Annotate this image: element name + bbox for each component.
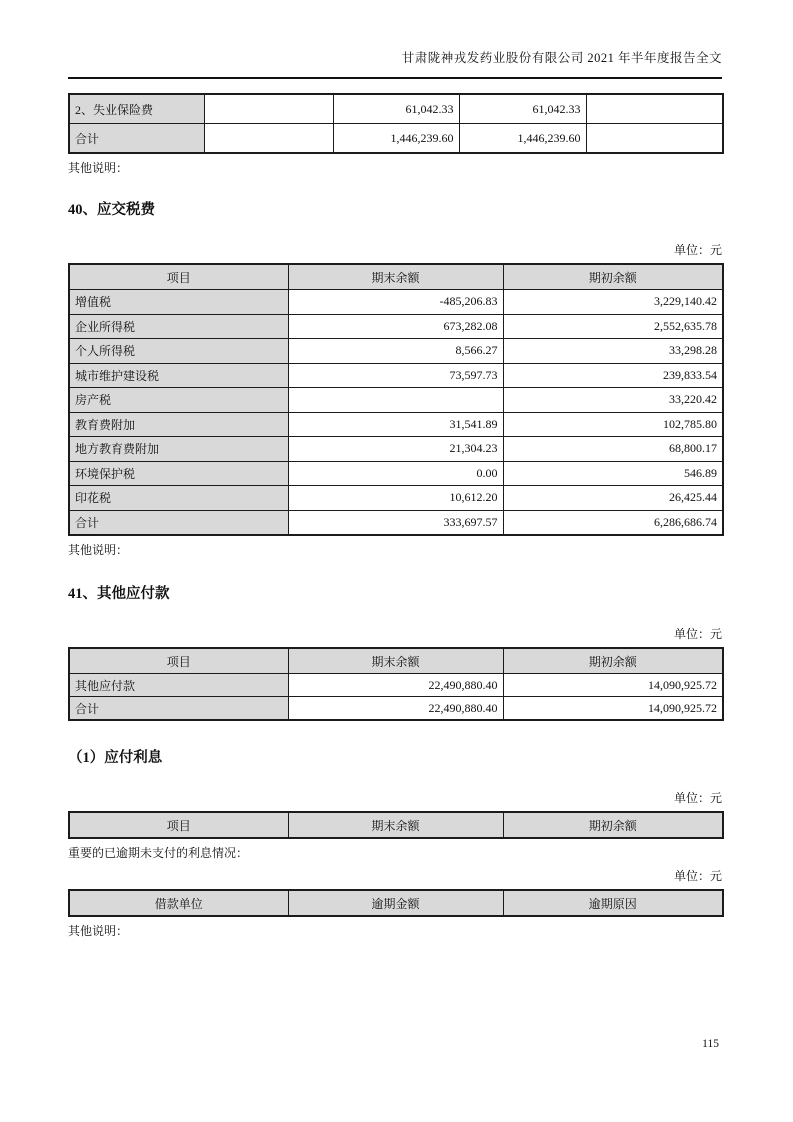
other-note-label: 其他说明：: [68, 543, 129, 557]
table-row: [69, 697, 723, 721]
section-41-heading: 41、其他应付款: [68, 586, 170, 602]
beginning-balance-cell: 26,425.44: [503, 486, 723, 511]
ending-balance-cell: 22,490,880.40: [288, 697, 503, 721]
item-cell: 个人所得税: [69, 339, 288, 364]
taxes-payable-table: [68, 263, 724, 536]
table-row: [69, 339, 723, 364]
document-header-title: 甘肃陇神戎发药业股份有限公司 2021 年半年度报告全文: [401, 51, 722, 65]
item-cell: 印花税: [69, 486, 288, 511]
beginning-balance-cell: 33,220.42: [503, 388, 723, 413]
table-row: [69, 124, 723, 154]
item-cell: 环境保护税: [69, 461, 288, 486]
beginning-balance-cell: 14,090,925.72: [503, 674, 723, 697]
ending-balance-cell: 10,612.20: [288, 486, 503, 511]
empty-cell: [204, 124, 333, 154]
beginning-balance-cell: 6,286,686.74: [503, 510, 723, 535]
item-cell: 教育费附加: [69, 412, 288, 437]
page-number: 115: [702, 1038, 719, 1050]
row-label-cell: 合计: [69, 124, 204, 154]
column-header-ending: 期末余额: [288, 812, 503, 838]
unit-label: 单位：元: [673, 869, 722, 883]
insurance-fragment-table: [68, 93, 724, 154]
column-header-ending: 期末余额: [288, 648, 503, 674]
table-header-row: [69, 648, 723, 674]
table-row: [69, 363, 723, 388]
beginning-balance-cell: 2,552,635.78: [503, 314, 723, 339]
beginning-balance-cell: 33,298.28: [503, 339, 723, 364]
item-cell: 城市维护建设税: [69, 363, 288, 388]
beginning-balance-cell: 14,090,925.72: [503, 697, 723, 721]
section-40-heading: 40、应交税费: [68, 202, 155, 218]
ending-balance-cell: 21,304.23: [288, 437, 503, 462]
amount-cell: 61,042.33: [333, 94, 459, 124]
ending-balance-cell: 333,697.57: [288, 510, 503, 535]
item-cell: 地方教育费附加: [69, 437, 288, 462]
column-header-overdue-amount: 逾期金额: [288, 890, 503, 916]
unit-label: 单位：元: [673, 243, 722, 257]
column-header-borrower: 借款单位: [69, 890, 288, 916]
table-header-row: [69, 812, 723, 838]
empty-cell: [204, 94, 333, 124]
column-header-beginning: 期初余额: [503, 812, 723, 838]
table-row: [69, 94, 723, 124]
table-row: [69, 412, 723, 437]
unit-label: 单位：元: [673, 627, 722, 641]
overdue-interest-note: 重要的已逾期未支付的利息情况：: [68, 846, 249, 860]
column-header-beginning: 期初余额: [503, 648, 723, 674]
beginning-balance-cell: 102,785.80: [503, 412, 723, 437]
table-row: [69, 461, 723, 486]
item-cell: 增值税: [69, 290, 288, 315]
page-content: [68, 0, 722, 939]
amount-cell: 1,446,239.60: [459, 124, 586, 154]
table-row: [69, 437, 723, 462]
interest-payable-heading: （1）应付利息: [68, 750, 163, 766]
amount-cell: 1,446,239.60: [333, 124, 459, 154]
table-row: [69, 510, 723, 535]
table-row: [69, 314, 723, 339]
unit-label: 单位：元: [673, 791, 722, 805]
table-row: [69, 674, 723, 697]
empty-cell: [586, 94, 723, 124]
column-header-item: 项目: [69, 264, 288, 290]
item-cell: 合计: [69, 510, 288, 535]
ending-balance-cell: 73,597.73: [288, 363, 503, 388]
overdue-interest-table: [68, 889, 724, 917]
column-header-beginning: 期初余额: [503, 264, 723, 290]
table-row: [69, 388, 723, 413]
item-cell: 企业所得税: [69, 314, 288, 339]
other-payables-table: [68, 647, 724, 721]
table-row: [69, 290, 723, 315]
header-rule: [68, 77, 722, 79]
other-note-label: 其他说明：: [68, 924, 129, 938]
other-note-label: 其他说明：: [68, 161, 129, 175]
beginning-balance-cell: 546.89: [503, 461, 723, 486]
row-label-cell: 2、失业保险费: [69, 94, 204, 124]
item-cell: 房产税: [69, 388, 288, 413]
ending-balance-cell: 673,282.08: [288, 314, 503, 339]
ending-balance-cell: 22,490,880.40: [288, 674, 503, 697]
amount-cell: 61,042.33: [459, 94, 586, 124]
empty-cell: [586, 124, 723, 154]
beginning-balance-cell: 239,833.54: [503, 363, 723, 388]
column-header-item: 项目: [69, 648, 288, 674]
column-header-overdue-reason: 逾期原因: [503, 890, 723, 916]
table-header-row: [69, 890, 723, 916]
column-header-item: 项目: [69, 812, 288, 838]
interest-payable-table: [68, 811, 724, 839]
beginning-balance-cell: 3,229,140.42: [503, 290, 723, 315]
ending-balance-cell: 8,566.27: [288, 339, 503, 364]
ending-balance-cell: 0.00: [288, 461, 503, 486]
table-header-row: [69, 264, 723, 290]
table-row: [69, 486, 723, 511]
ending-balance-cell: -485,206.83: [288, 290, 503, 315]
beginning-balance-cell: 68,800.17: [503, 437, 723, 462]
ending-balance-cell: [288, 388, 503, 413]
ending-balance-cell: 31,541.89: [288, 412, 503, 437]
item-cell: 其他应付款: [69, 674, 288, 697]
column-header-ending: 期末余额: [288, 264, 503, 290]
item-cell: 合计: [69, 697, 288, 721]
